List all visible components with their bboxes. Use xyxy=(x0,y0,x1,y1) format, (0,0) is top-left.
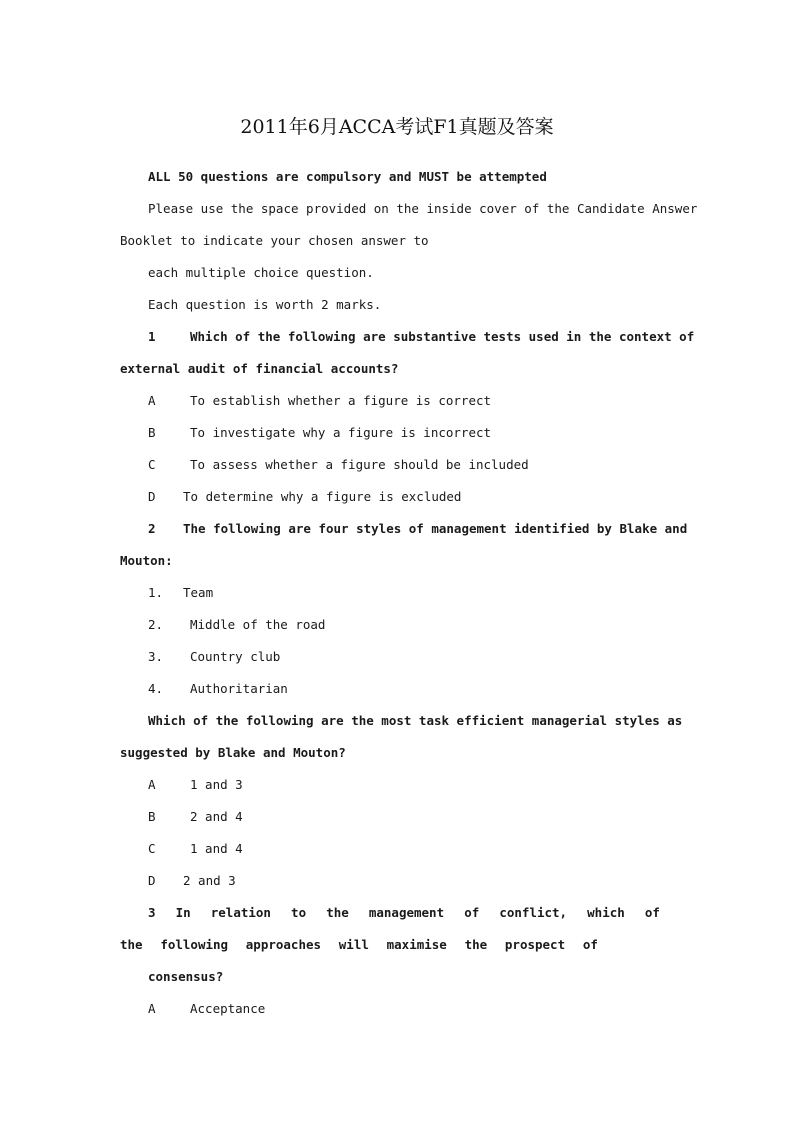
option-letter: D xyxy=(148,873,156,888)
question-3-word: conflict, xyxy=(499,905,568,920)
option-text: To establish whether a figure is correct xyxy=(190,393,492,408)
question-1-text: Which of the following are substantive tests used in the context of xyxy=(190,329,695,344)
style-text: Team xyxy=(183,585,214,600)
instruction-compulsory: ALL 50 questions are compulsory and MUST be attempted xyxy=(148,169,547,184)
style-number: 3. xyxy=(148,649,164,664)
option-letter: D xyxy=(148,489,156,504)
question-3-word: which xyxy=(587,905,625,920)
style-number: 4. xyxy=(148,681,164,696)
option-text: To assess whether a figure should be included xyxy=(190,457,529,472)
style-text: Country club xyxy=(190,649,281,664)
question-3-word: prospect xyxy=(504,937,566,952)
question-3-number: 3 xyxy=(148,905,156,920)
option-letter: B xyxy=(148,809,156,824)
style-number: 1. xyxy=(148,585,164,600)
question-2-number: 2 xyxy=(148,521,156,536)
option-text: To determine why a figure is excluded xyxy=(183,489,462,504)
question-3-word: management xyxy=(368,905,445,920)
question-1-number: 1 xyxy=(148,329,156,344)
question-3-word: relation xyxy=(210,905,271,920)
question-1-text-cont: external audit of financial accounts? xyxy=(120,361,399,376)
question-3-word: of xyxy=(464,905,480,920)
question-3-word: the xyxy=(326,905,349,920)
question-3-word: approaches xyxy=(245,937,322,952)
option-text: 1 and 4 xyxy=(190,841,243,856)
question-3-word: maximise xyxy=(386,937,447,952)
option-letter: C xyxy=(148,457,156,472)
question-2-text-cont: Mouton: xyxy=(120,553,173,568)
question-3-word: the xyxy=(464,937,488,952)
question-3-word: the xyxy=(120,937,143,952)
instruction-multiple-choice: each multiple choice question. xyxy=(148,265,374,280)
option-letter: A xyxy=(148,1001,156,1016)
instruction-answer-booklet-cont: Booklet to indicate your chosen answer to xyxy=(120,233,429,248)
question-2-prompt-cont: suggested by Blake and Mouton? xyxy=(120,745,346,760)
page-title: 2011年6月ACCA考试F1真题及答案 xyxy=(240,116,554,138)
option-text: 1 and 3 xyxy=(190,777,243,792)
question-2-prompt: Which of the following are the most task efficient managerial styles as xyxy=(148,713,683,728)
question-3-word: of xyxy=(582,937,598,952)
question-3-word: of xyxy=(644,905,660,920)
question-3-word: will xyxy=(338,937,369,952)
option-text: To investigate why a figure is incorrect xyxy=(190,425,492,440)
style-number: 2. xyxy=(148,617,164,632)
style-text: Authoritarian xyxy=(190,681,288,696)
instruction-answer-booklet: Please use the space provided on the inside cover of the Candidate Answer xyxy=(148,201,698,216)
instruction-marks: Each question is worth 2 marks. xyxy=(148,297,382,312)
option-text: Acceptance xyxy=(190,1001,266,1016)
option-letter: A xyxy=(148,777,156,792)
question-3-line-1 xyxy=(148,905,660,921)
question-2-text: The following are four styles of management identified by Blake and xyxy=(183,521,688,536)
option-letter: A xyxy=(148,393,156,408)
question-3-word: following xyxy=(160,937,229,952)
style-text: Middle of the road xyxy=(190,617,326,632)
option-text: 2 and 3 xyxy=(183,873,236,888)
option-letter: B xyxy=(148,425,156,440)
option-text: 2 and 4 xyxy=(190,809,243,824)
question-3-line-2 xyxy=(120,937,598,953)
question-3-text-cont: consensus? xyxy=(148,969,224,984)
option-letter: C xyxy=(148,841,156,856)
question-3-word: In xyxy=(175,905,191,920)
question-3-word: to xyxy=(291,905,307,920)
